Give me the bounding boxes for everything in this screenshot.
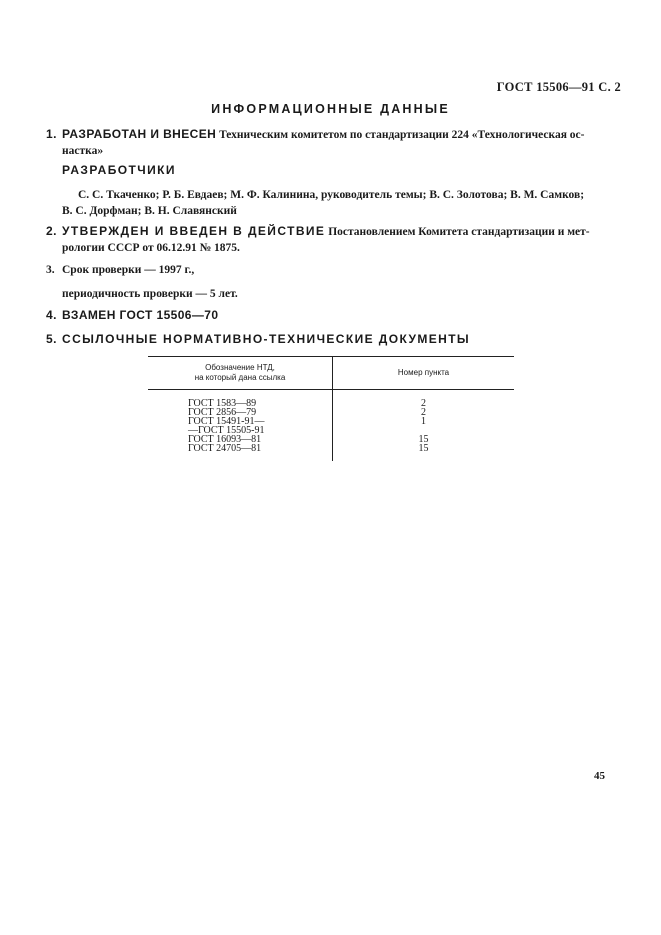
- table-header-row: [148, 357, 514, 390]
- item-heading: ВЗАМЕН ГОСТ 15506—70: [62, 308, 219, 322]
- developers-heading-row: [46, 162, 624, 178]
- item-text-continued: рологии СССР от 06.12.91 № 1875.: [62, 242, 240, 254]
- table-cell-doc: ГОСТ 24705—81: [148, 444, 333, 461]
- column-header-document: Обозначение НТД, на который дана ссылка: [148, 357, 333, 390]
- item-number: 3.: [46, 264, 55, 276]
- column-header-clause: Номер пункта: [333, 357, 515, 390]
- review-deadline: Срок проверки — 1997 г.,: [62, 264, 195, 276]
- item-heading: ССЫЛОЧНЫЕ НОРМАТИВНО-ТЕХНИЧЕСКИЕ ДОКУМЕНТЫ: [62, 332, 471, 346]
- page-number: 45: [594, 770, 605, 782]
- item-number: 1.: [46, 127, 57, 141]
- standard-code-header: ГОСТ 15506—91 С. 2: [496, 80, 621, 94]
- table-cell-doc: ГОСТ 15491-91—: [148, 417, 333, 426]
- developers-line-2: В. С. Дорфман; В. Н. Славянский: [62, 205, 237, 217]
- table-cell-clause: 1: [421, 416, 426, 427]
- table-cell-clause: 15: [418, 443, 429, 454]
- table-cell-clause: 2: [421, 407, 426, 418]
- developers-line-1: С. С. Ткаченко; Р. Б. Евдаев; М. Ф. Калинина, руководитель темы; В. С. Золотова; В. М. Самков;: [78, 189, 585, 201]
- item-text: Техническим комитетом по стандартизации 224 «Технологическая ос-: [216, 129, 585, 141]
- item-replaces: [46, 307, 624, 323]
- item-number: 4.: [46, 308, 57, 322]
- reference-documents-table: [148, 356, 514, 461]
- table-cell-doc: ГОСТ 1583—89: [148, 399, 333, 408]
- item-review: [46, 261, 624, 278]
- table-row: [148, 444, 514, 461]
- table-cell-doc: —ГОСТ 15505-91: [148, 426, 333, 435]
- item-review-period-row: [46, 285, 624, 302]
- page-title: ИНФОРМАЦИОННЫЕ ДАННЫЕ: [211, 102, 450, 116]
- item-number: 2.: [46, 224, 57, 238]
- developers-list: [62, 187, 622, 219]
- review-period: периодичность проверки — 5 лет.: [62, 288, 238, 300]
- item-approved: [46, 223, 624, 256]
- table-cell-clause: 15: [418, 434, 429, 445]
- developers-heading: РАЗРАБОТЧИКИ: [62, 163, 176, 177]
- table-cell-doc: ГОСТ 16093—81: [148, 435, 333, 444]
- item-references: [46, 331, 624, 347]
- table-cell-clause: 2: [421, 398, 426, 409]
- item-developed-by: [46, 126, 624, 159]
- item-heading: УТВЕРЖДЕН И ВВЕДЕН В ДЕЙСТВИЕ: [62, 224, 326, 238]
- item-text-continued: настка»: [62, 145, 104, 157]
- item-number: 5.: [46, 332, 57, 346]
- item-heading: РАЗРАБОТАН И ВНЕСЕН: [62, 127, 217, 141]
- item-text: Постановлением Комитета стандартизации и мет-: [325, 226, 590, 238]
- table-cell-doc: ГОСТ 2856—79: [148, 408, 333, 417]
